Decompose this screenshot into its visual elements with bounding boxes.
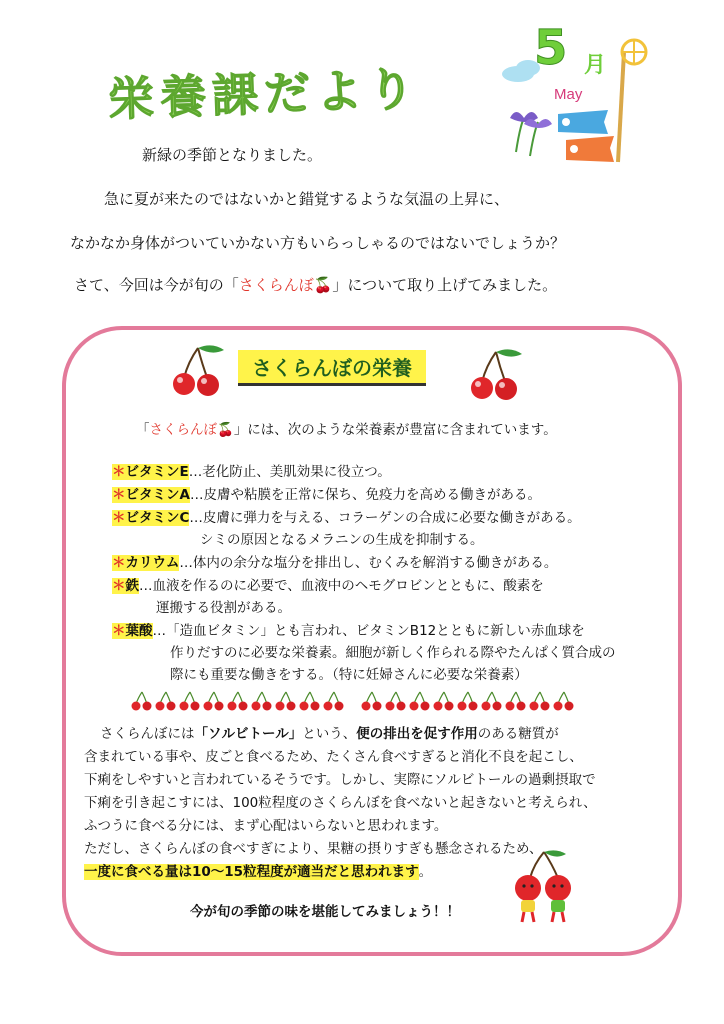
cherry-left-icon xyxy=(168,342,228,402)
nutrient-name: ビタミンE xyxy=(125,464,189,480)
nutrient-vitamin-c xyxy=(112,506,581,526)
lead-post: 」には、次のような栄養素が豊富に含まれています。 xyxy=(233,422,557,438)
may-illustration xyxy=(496,22,656,172)
nutrient-name: ビタミンA xyxy=(125,487,190,503)
small-cherry-icon xyxy=(386,692,406,711)
cherry-icon: 🍒 xyxy=(313,276,333,294)
small-cherry-icon xyxy=(276,692,296,711)
nutrient-iron-cont: 運搬する役割がある。 xyxy=(156,600,291,616)
body-line-4: 下痢を引き起こすには、100粒程度のさくらんぼを食べないと起きないと考えられ、 xyxy=(84,795,597,811)
small-cherry-icon xyxy=(204,692,224,711)
nutrient-potassium xyxy=(112,551,557,571)
body-text: という、 xyxy=(302,726,357,742)
nutrient-iron xyxy=(112,574,544,594)
small-cherry-icon xyxy=(506,692,526,711)
nutrient-vitamin-e xyxy=(112,460,391,480)
small-cherry-icon xyxy=(252,692,272,711)
nutrient-desc: …皮膚や粘膜を正常に保ち、免疫力を高める働きがある。 xyxy=(189,487,541,503)
intro-line-3: なかなか身体がついていかない方もいらっしゃるのではないでしょうか？ xyxy=(70,234,566,252)
small-cherry-icon xyxy=(300,692,320,711)
closing-message: 今が旬の季節の味を堪能してみましょう！！ xyxy=(190,904,460,920)
laxative-effect-term: 便の排出を促す作用 xyxy=(356,726,478,742)
body-line-1 xyxy=(100,722,559,742)
intro-line-2: 急に夏が来たのではないかと錯覚するような気温の上昇に、 xyxy=(104,190,510,208)
body-line-7 xyxy=(84,860,432,880)
small-cherry-icon xyxy=(554,692,574,711)
cherry-right-icon xyxy=(466,346,526,406)
star-bullet: ＊ xyxy=(112,487,126,503)
small-cherry-icon xyxy=(228,692,248,711)
nutrient-folate-cont-1: 作りだすのに必要な栄養素。細胞が新しく作られる際やたんぱく質合成の xyxy=(170,645,616,661)
nutrient-desc: …体内の余分な塩分を排出し、むくみを解消する働きがある。 xyxy=(179,555,558,571)
section-lead xyxy=(136,418,557,438)
nutrient-folate xyxy=(112,619,585,639)
lead-cherry-word: さくらんぼ xyxy=(149,422,217,438)
star-bullet: ＊ xyxy=(112,510,126,526)
cherry-icon: 🍒 xyxy=(217,422,234,438)
cherry-characters-icon xyxy=(508,850,580,928)
small-cherry-icon xyxy=(482,692,502,711)
star-bullet: ＊ xyxy=(112,623,126,639)
newsletter-title: 栄養課だより xyxy=(107,61,421,127)
small-cherry-icon xyxy=(362,692,382,711)
nutrient-name: ビタミンC xyxy=(125,510,190,526)
nutrient-desc: …皮膚に弾力を与える、コラーゲンの合成に必要な働きがある。 xyxy=(189,510,581,526)
body-text: 。 xyxy=(418,864,433,880)
nutrient-name: 葉酸 xyxy=(125,623,153,639)
intro-line-4 xyxy=(74,274,557,295)
nutrient-desc: …老化防止、美肌効果に役立つ。 xyxy=(188,464,391,480)
small-cherry-icon xyxy=(156,692,176,711)
small-cherry-icon xyxy=(132,692,152,711)
body-line-5: ふつうに食べる分には、まず心配はいらないと思われます。 xyxy=(84,818,448,834)
small-cherry-icon xyxy=(458,692,478,711)
nutrient-desc: …「造血ビタミン」とも言われ、ビタミンB12とともに新しい赤血球を xyxy=(152,623,585,639)
lead-pre: 「 xyxy=(136,422,150,438)
month-kanji: 月 xyxy=(584,53,607,78)
nutrient-desc: …血液を作るのに必要で、血液中のヘモグロビンとともに、酸素を xyxy=(139,578,544,594)
small-cherry-icon xyxy=(180,692,200,711)
nutrient-folate-cont-2: 際にも重要な働きをする。（特に妊婦さんに必要な栄養素） xyxy=(170,667,528,683)
intro-line-1: 新緑の季節となりました。 xyxy=(142,146,323,164)
body-line-2: 含まれている事や、皮ごと食べるため、たくさん食べすぎると消化不良を起こし、 xyxy=(84,749,583,765)
small-cherry-icon xyxy=(324,692,344,711)
intro-line-4-post: 」について取り上げてみました。 xyxy=(332,276,558,294)
star-bullet: ＊ xyxy=(112,464,126,480)
star-bullet: ＊ xyxy=(112,555,126,571)
nutrient-vitamin-c-cont: シミの原因となるメラニンの生成を抑制する。 xyxy=(200,532,484,548)
intro-cherry-word: さくらんぼ xyxy=(238,276,314,294)
nutrient-name: カリウム xyxy=(125,555,180,571)
star-bullet: ＊ xyxy=(112,578,126,594)
nutrient-name: 鉄 xyxy=(125,578,139,594)
cherry-divider xyxy=(128,690,578,712)
portion-advice: 一度に食べる量は10～15粒程度が適当だと思われます xyxy=(84,864,419,880)
intro-line-4-pre: さて、今回は今が旬の「 xyxy=(74,276,239,294)
nutrient-vitamin-a xyxy=(112,483,541,503)
small-cherry-icon xyxy=(410,692,430,711)
cherry-divider-icons xyxy=(128,690,578,712)
small-cherry-icon xyxy=(434,692,454,711)
body-text: さくらんぼには xyxy=(100,726,195,742)
sorbitol-term: 「ソルビトール」 xyxy=(194,726,303,742)
body-text: のある糖質が xyxy=(477,726,559,742)
month-number: 5 xyxy=(534,20,568,76)
month-english: May xyxy=(554,86,583,103)
body-line-3: 下痢をしやすいと言われているそうです。しかし、実際にソルビトールの過剰摂取で xyxy=(84,772,596,788)
body-line-6: ただし、さくらんぼの食べすぎにより、果糖の摂りすぎも懸念されるため、 xyxy=(84,841,543,857)
small-cherry-icon xyxy=(530,692,550,711)
section-title: さくらんぼの栄養 xyxy=(238,350,426,386)
